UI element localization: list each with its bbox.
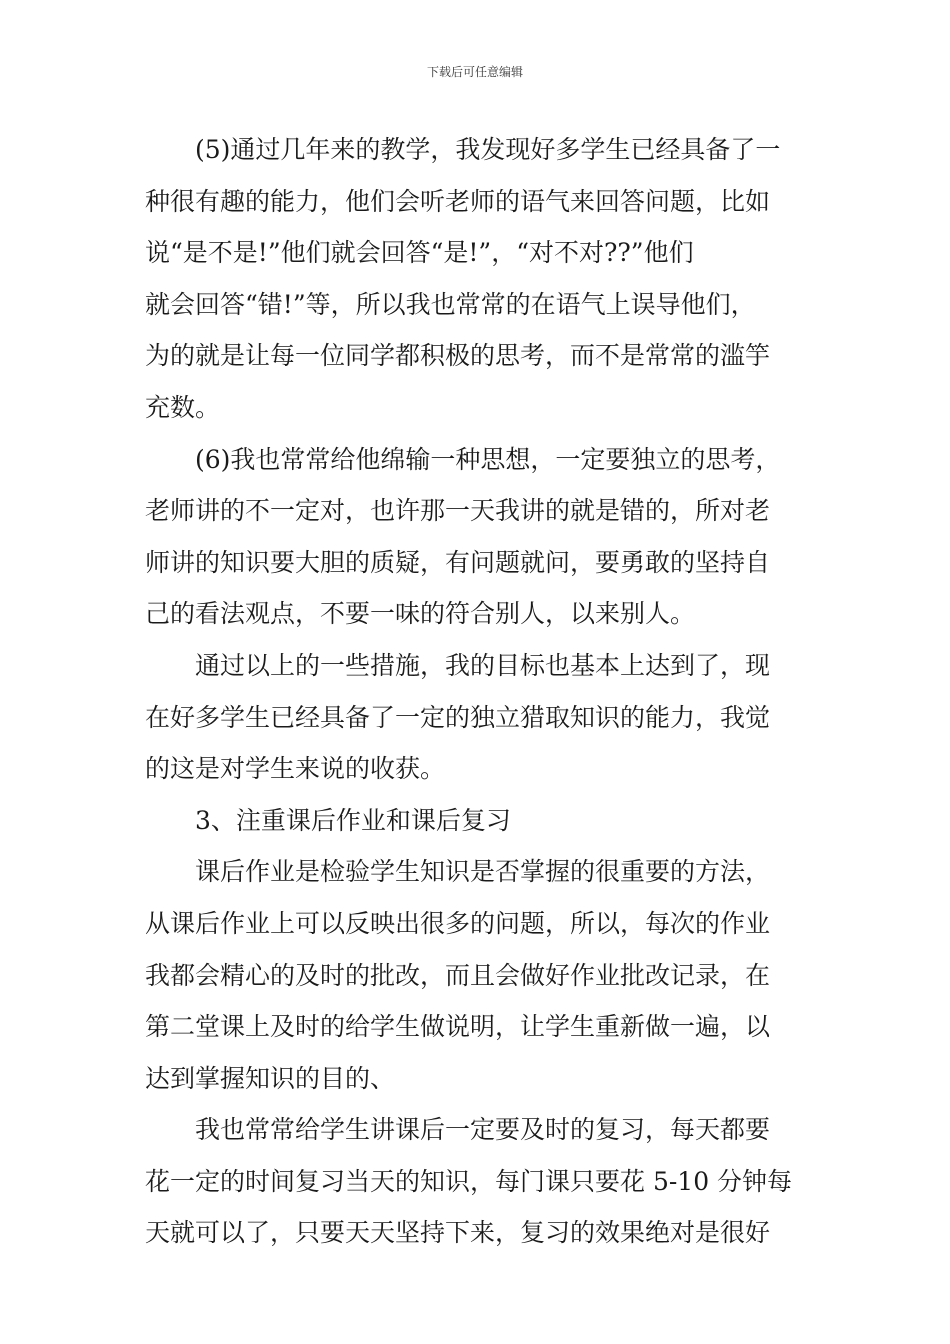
text-line: 天就可以了，只要天天坚持下来，复习的效果绝对是很好 — [145, 1218, 771, 1248]
page-header: 下载后可任意编辑 — [426, 65, 523, 79]
text-line: 己的看法观点，不要一味的符合别人，以来别人。 — [145, 599, 696, 629]
text-line: 达到掌握知识的目的、 — [145, 1063, 396, 1093]
text-line: 通过以上的一些措施，我的目标也基本上达到了，现 — [195, 650, 771, 680]
text-line: 课后作业是检验学生知识是否掌握的很重要的方法， — [195, 857, 771, 887]
text-line: 在好多学生已经具备了一定的独立猎取知识的能力，我觉 — [145, 702, 771, 732]
text-line: 我都会精心的及时的批改，而且会做好作业批改记录，在 — [145, 960, 771, 990]
text-line: 花一定的时间复习当天的知识，每门课只要花 5-10 分钟每 — [145, 1166, 793, 1196]
text-line: 师讲的知识要大胆的质疑，有问题就问，要勇敢的坚持自 — [145, 547, 771, 577]
paragraph-6 — [145, 434, 807, 640]
paragraph-homework — [145, 846, 807, 1104]
text-line: (6)我也常常给他绵输一种思想，一定要独立的思考， — [195, 444, 781, 474]
paragraph-review — [145, 1104, 807, 1259]
text-line: 种很有趣的能力，他们会听老师的语气来回答问题，比如 — [145, 186, 771, 216]
paragraph-summary — [145, 640, 807, 795]
text-line: 第二堂课上及时的给学生做说明，让学生重新做一遍，以 — [145, 1012, 771, 1042]
text-line: 老师讲的不一定对，也许那一天我讲的就是错的，所对老 — [145, 496, 771, 526]
section-heading — [145, 795, 807, 847]
text-line: 充数。 — [145, 392, 221, 422]
text-line: (5)通过几年来的教学，我发现好多学生已经具备了一 — [195, 135, 781, 164]
text-line: 就会回答“错!”等，所以我也常常的在语气上误导他们， — [145, 289, 756, 319]
text-line: 的这是对学生来说的收获。 — [145, 754, 446, 784]
paragraph-5 — [145, 124, 807, 434]
text-line: 从课后作业上可以反映出很多的问题，所以，每次的作业 — [145, 908, 771, 938]
text-line: 我也常常给学生讲课后一定要及时的复习，每天都要 — [195, 1115, 771, 1145]
section-heading-text: 3、注重课后作业和课后复习 — [195, 805, 511, 835]
text-line: 说“是不是!”他们就会回答“是!”，“对不对??”他们 — [145, 238, 694, 268]
document-body — [145, 124, 807, 1259]
text-line: 为的就是让每一位同学都积极的思考，而不是常常的滥竽 — [145, 341, 771, 371]
